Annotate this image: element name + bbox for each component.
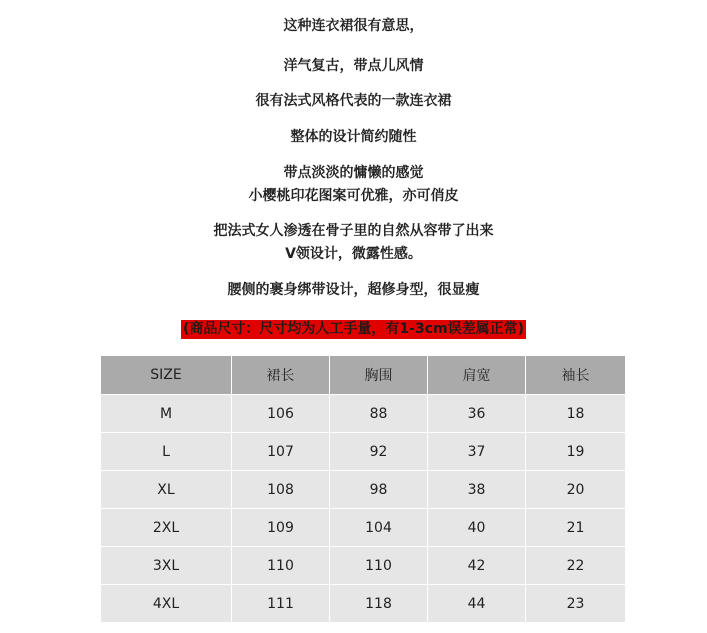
table-cell: 23: [526, 585, 625, 623]
table-cell: 37: [428, 433, 526, 471]
table-cell: 118: [330, 585, 428, 623]
table-cell: XL: [101, 471, 232, 509]
table-cell: 22: [526, 547, 625, 585]
table-row: [101, 471, 625, 509]
size-table: [101, 356, 625, 623]
description-line: 很有法式风格代表的一款连衣裙: [255, 93, 452, 109]
table-cell: 110: [330, 547, 428, 585]
column-header-shoulder: 肩宽: [428, 356, 526, 395]
table-cell: 3XL: [101, 547, 232, 585]
table-cell: 42: [428, 547, 526, 585]
table-cell: 44: [428, 585, 526, 623]
table-cell: 111: [232, 585, 330, 623]
table-cell: 21: [526, 509, 625, 547]
table-cell: 20: [526, 471, 625, 509]
table-row: [101, 585, 625, 623]
column-header-bust: 胸围: [330, 356, 428, 395]
table-cell: 2XL: [101, 509, 232, 547]
table-row: [101, 509, 625, 547]
table-cell: 104: [330, 509, 428, 547]
size-notice-wrapper: [0, 318, 707, 339]
table-cell: L: [101, 433, 232, 471]
table-cell: 18: [526, 395, 625, 433]
table-cell: 88: [330, 395, 428, 433]
table-header-row: [101, 356, 625, 395]
table-cell: 106: [232, 395, 330, 433]
table-cell: 36: [428, 395, 526, 433]
table-cell: 4XL: [101, 585, 232, 623]
table-row: [101, 433, 625, 471]
table-cell: 108: [232, 471, 330, 509]
column-header-size: SIZE: [101, 356, 232, 395]
table-row: [101, 395, 625, 433]
description-line: 小樱桃印花图案可优雅，亦可俏皮: [248, 188, 459, 204]
size-notice: (商品尺寸：尺寸均为人工手量，有1-3cm误差属正常): [183, 321, 524, 337]
description-line: V领设计，微露性感。: [285, 246, 422, 262]
description-line: 这种连衣裙很有意思，: [283, 18, 424, 34]
table-cell: 110: [232, 547, 330, 585]
table-cell: 98: [330, 471, 428, 509]
table-cell: 38: [428, 471, 526, 509]
table-row: [101, 547, 625, 585]
description-line: 腰侧的裹身绑带设计，超修身型，很显瘦: [227, 282, 480, 298]
description-line: 把法式女人渗透在骨子里的自然从容带了出来: [213, 223, 494, 239]
table-cell: 92: [330, 433, 428, 471]
column-header-length: 裙长: [232, 356, 330, 395]
table-cell: 40: [428, 509, 526, 547]
description-line: 带点淡淡的慵懒的感觉: [283, 165, 424, 181]
table-cell: 109: [232, 509, 330, 547]
description-line: 整体的设计简约随性: [290, 129, 417, 145]
column-header-sleeve: 袖长: [526, 356, 625, 395]
table-cell: 107: [232, 433, 330, 471]
description-line: 洋气复古，带点儿风情: [283, 58, 424, 74]
table-cell: 19: [526, 433, 625, 471]
table-cell: M: [101, 395, 232, 433]
